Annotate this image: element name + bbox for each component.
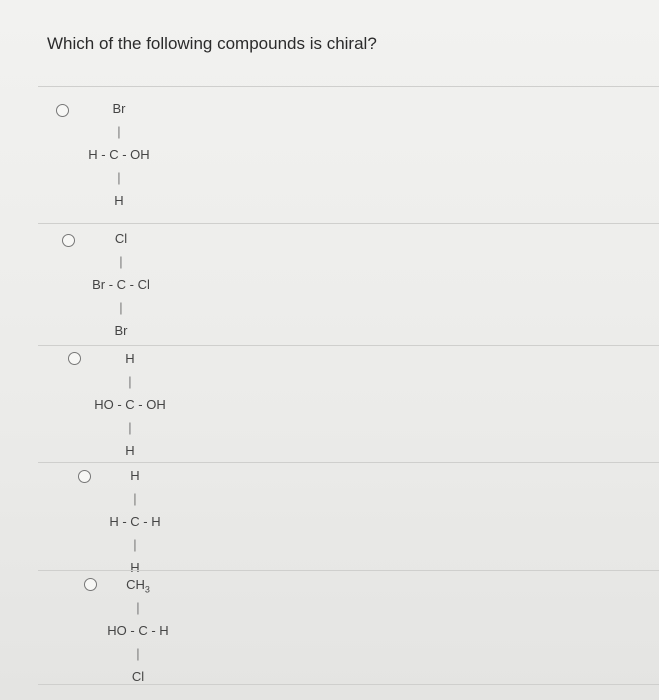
choice-1-top: Br (112, 101, 126, 116)
answer-choices (38, 86, 659, 684)
choice-5-radio[interactable] (84, 578, 97, 591)
choice-4-bottom: H (130, 560, 140, 575)
choice-3-radio[interactable] (68, 352, 81, 365)
choice-2-structure (80, 227, 162, 342)
question-text: Which of the following compounds is chiral? (47, 34, 377, 53)
choice-5-top-subscript: 3 (144, 584, 150, 595)
choice-5-structure (102, 573, 174, 688)
choice-2[interactable] (38, 223, 659, 346)
choice-5[interactable] (38, 570, 659, 685)
choice-1-middle: H - C - OH (88, 147, 150, 162)
choice-5-top-main: CH (126, 577, 145, 592)
choice-2-top: Cl (114, 231, 128, 246)
choice-4-structure (100, 464, 170, 579)
choice-4-radio[interactable] (78, 470, 91, 483)
choice-4-top: H (130, 468, 140, 483)
choice-4-bond-bottom: | (133, 537, 137, 552)
choice-4[interactable] (38, 462, 659, 575)
choice-3-top: H (125, 351, 135, 366)
choice-4-bond-top: | (133, 491, 137, 506)
choice-1-structure (78, 97, 160, 212)
choice-1[interactable] (38, 86, 659, 224)
choice-1-bond-bottom: | (117, 170, 121, 185)
choice-2-bond-top: | (119, 254, 123, 269)
choice-5-middle: HO - C - H (107, 623, 169, 638)
choice-1-bond-top: | (117, 124, 121, 139)
choice-3[interactable] (38, 345, 659, 463)
choice-2-radio[interactable] (62, 234, 75, 247)
choice-1-radio[interactable] (56, 104, 69, 117)
choice-3-bond-bottom: | (128, 420, 132, 435)
choice-5-bond-bottom: | (136, 646, 140, 661)
choice-3-middle: HO - C - OH (94, 397, 166, 412)
choice-2-bottom: Br (114, 323, 128, 338)
choice-5-bottom: Cl (131, 669, 145, 684)
choice-3-structure (88, 347, 172, 462)
choice-2-middle: Br - C - Cl (92, 277, 150, 292)
choice-5-bond-top: | (136, 600, 140, 615)
choice-4-middle: H - C - H (109, 514, 161, 529)
choice-2-bond-bottom: | (119, 300, 123, 315)
choice-1-bottom: H (114, 193, 124, 208)
choice-5-top (102, 573, 174, 596)
choice-3-bottom: H (125, 443, 135, 458)
choice-3-bond-top: | (128, 374, 132, 389)
